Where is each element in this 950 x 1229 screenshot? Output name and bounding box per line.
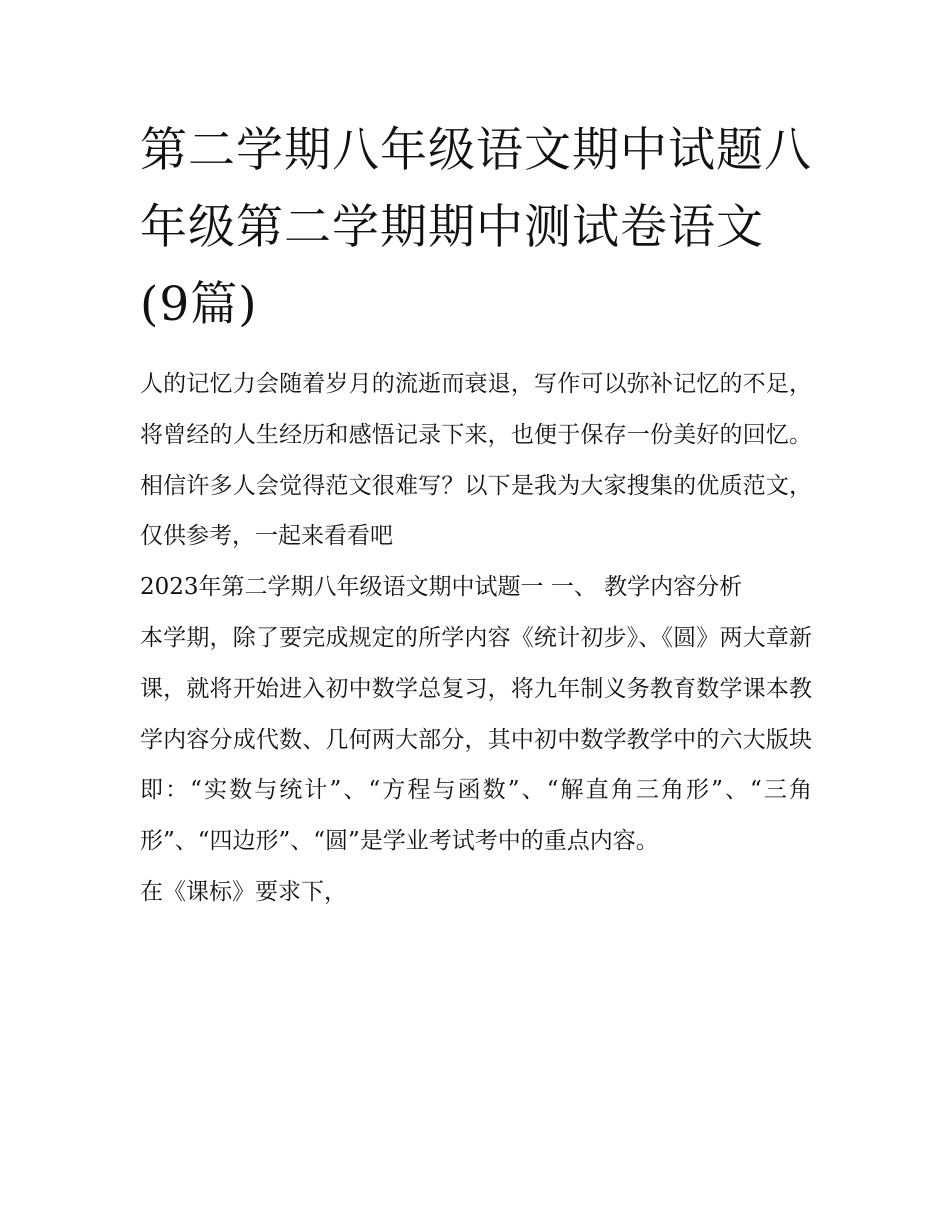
document-page <box>140 112 812 918</box>
body-paragraph-fragment: 在《课标》要求下， <box>140 878 347 905</box>
intro-paragraph: 人的记忆力会随着岁月的流逝而衰退，写作可以弥补记忆的不足，将曾经的人生经历和感悟记录下来，也便于保存一份美好的回忆。相信许多人会觉得范文很难写？以下是我为大家搜集的优质范文，仅供参考，一起来看看吧 <box>140 371 812 550</box>
document-title: 第二学期八年级语文期中试题八年级第二学期期中测试卷语文(9篇) <box>140 123 812 332</box>
body-paragraph: 本学期，除了要完成规定的所学内容《统计初步》、《圆》两大章新课，就将开始进入初中数学总复习，将九年制义务教育数学课本教学内容分成代数、几何两大部分，其中初中数学教学中的六大版块即：“实数与统计”、“方程与函数”、“解直角三角形”、“三角形”、“四边形”、“圆”是学业考试考中的重点内容。 <box>140 624 812 855</box>
section-heading: 2023年第二学期八年级语文期中试题一 一、 教学内容分析 <box>140 574 743 601</box>
